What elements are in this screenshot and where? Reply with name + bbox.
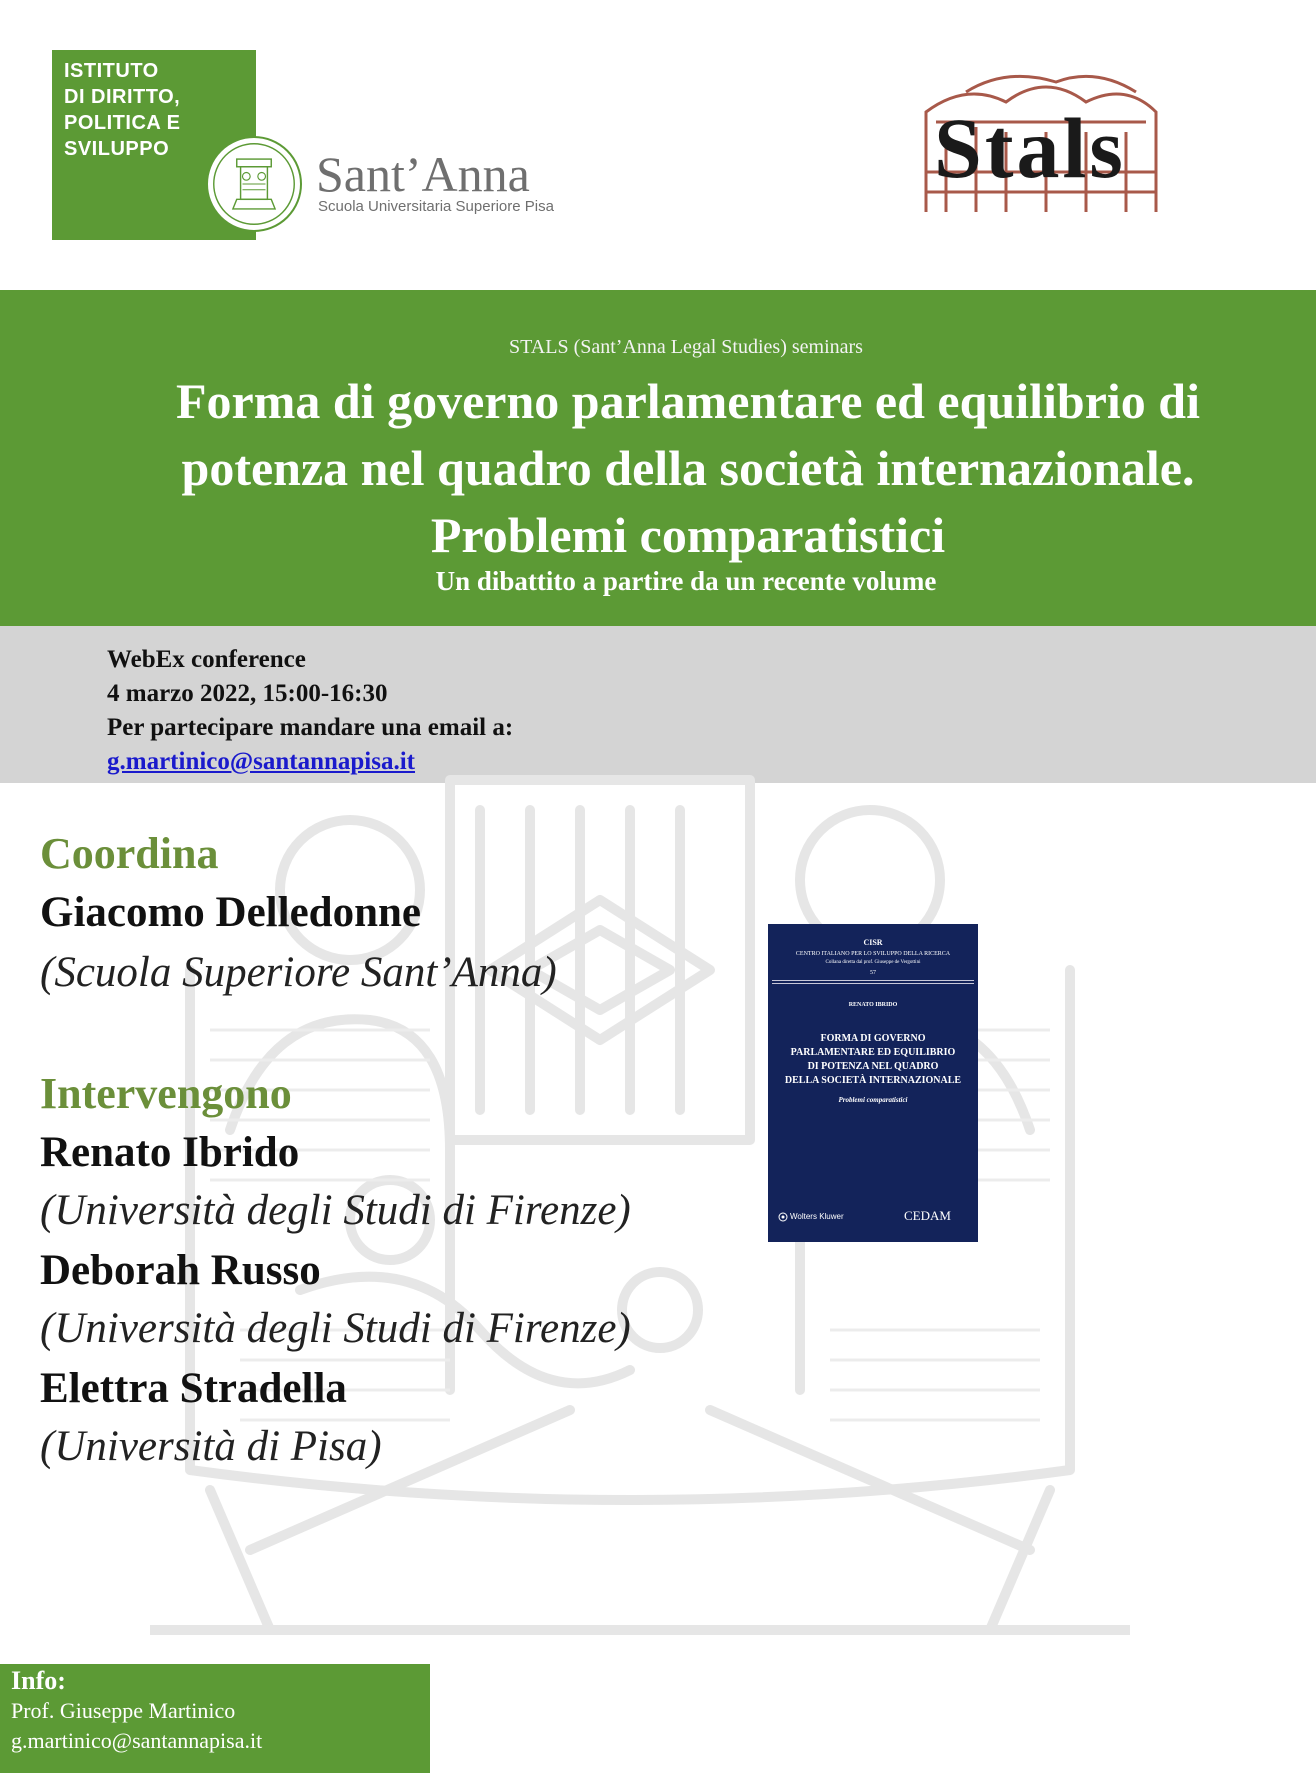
coordinator-name: Giacomo Delledonne <box>40 889 421 936</box>
series-label: STALS (Sant’Anna Legal Studies) seminars <box>509 336 863 358</box>
info-contact-email: g.martinico@santannapisa.it <box>11 1728 263 1753</box>
book-author: RENATO IBRIDO <box>848 1002 898 1008</box>
title-band <box>0 290 1316 626</box>
page-subtitle: Un dibattito a partire da un recente volume <box>435 566 937 596</box>
speaker-affiliation: (Università degli Studi di Firenze) <box>40 1305 631 1352</box>
stals-logo-text: Stals <box>934 100 1126 196</box>
registration-email-link[interactable]: g.martinico@santannapisa.it <box>107 748 416 775</box>
registration-instructions: Per partecipare mandare una email a: <box>107 714 514 741</box>
book-title: FORMA DI GOVERNO PARLAMENTARE ED EQUILIBRIO DI POTENZA NEL QUADRO DELLA SOCIETÀ INTERNAZIONALE <box>784 1033 962 1086</box>
info-box <box>0 1664 430 1773</box>
book-series-note: Collana diretta dal prof. Giuseppe de Vergottini <box>825 960 921 965</box>
event-details <box>0 626 1316 783</box>
info-contact-name: Prof. Giuseppe Martinico <box>11 1698 236 1723</box>
book-subtitle: Problemi comparatistici <box>838 1096 908 1104</box>
book-number: 57 <box>870 970 876 976</box>
book-series: CISR <box>863 938 883 947</box>
book-cover <box>768 924 978 1242</box>
university-subtitle: Scuola Universitaria Superiore Pisa <box>318 198 554 215</box>
speaker-name: Renato Ibrido <box>40 1129 300 1176</box>
speaker-name: Elettra Stradella <box>40 1365 347 1412</box>
book-divider <box>772 983 974 984</box>
institute-name: ISTITUTO DI DIRITTO, POLITICA E SVILUPPO <box>64 60 181 160</box>
event-datetime: 4 marzo 2022, 15:00-16:30 <box>107 680 388 707</box>
university-name: Sant’Anna <box>316 146 530 202</box>
book-imprint: CEDAM <box>904 1208 951 1223</box>
event-platform: WebEx conference <box>107 646 306 673</box>
book-publisher: Wolters Kluwer <box>790 1212 844 1221</box>
coordinator-heading: Coordina <box>40 829 219 878</box>
book-divider <box>772 980 974 981</box>
book-series-full: CENTRO ITALIANO PER LO SVILUPPO DELLA RICERCA <box>795 951 951 957</box>
speaker-name: Deborah Russo <box>40 1247 321 1294</box>
speakers-heading: Intervengono <box>40 1069 292 1118</box>
page-title: Forma di governo parlamentare ed equilibrio di potenza nel quadro della società internazionale. Problemi comparatistici <box>175 373 1201 563</box>
speaker-affiliation: (Università di Pisa) <box>40 1423 382 1470</box>
coordinator-affiliation: (Scuola Superiore Sant’Anna) <box>40 949 557 996</box>
info-heading: Info: <box>11 1666 66 1695</box>
university-seal-icon <box>206 136 302 232</box>
publisher-logo-icon <box>778 1212 788 1222</box>
speaker-affiliation: (Università degli Studi di Firenze) <box>40 1187 631 1234</box>
